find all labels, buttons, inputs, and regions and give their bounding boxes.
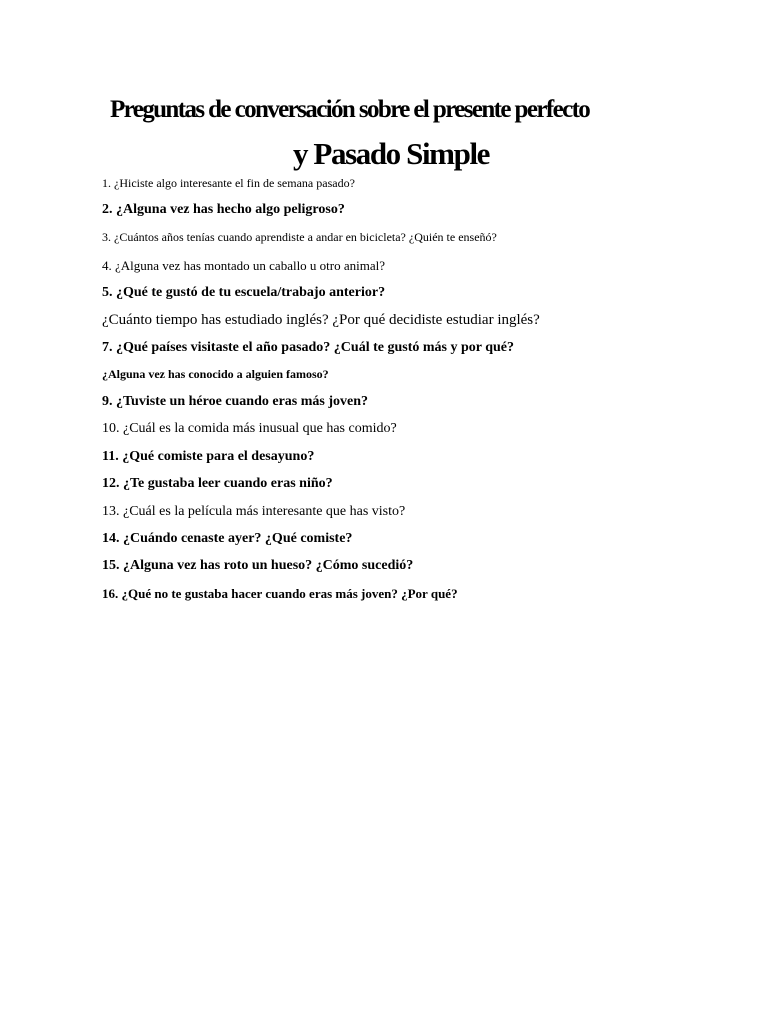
question-13: 13. ¿Cuál es la película más interesante que has visto? <box>102 504 406 519</box>
question-15: 15. ¿Alguna vez has roto un hueso? ¿Cómo sucedió? <box>102 558 414 573</box>
question-5: 5. ¿Qué te gustó de tu escuela/trabajo anterior? <box>102 285 386 300</box>
question-9: 9. ¿Tuviste un héroe cuando eras más joven? <box>102 394 369 409</box>
question-16: 16. ¿Qué no te gustaba hacer cuando eras más joven? ¿Por qué? <box>102 586 458 601</box>
question-7: 7. ¿Qué países visitaste el año pasado? ¿Cuál te gustó más y por qué? <box>102 340 515 355</box>
question-2: 2. ¿Alguna vez has hecho algo peligroso? <box>102 202 345 217</box>
question-11: 11. ¿Qué comiste para el desayuno? <box>102 449 315 464</box>
page-title-line-1: Preguntas de conversación sobre el presente perfecto <box>110 96 590 123</box>
question-6: ¿Cuánto tiempo has estudiado inglés? ¿Por qué decidiste estudiar inglés? <box>102 312 540 328</box>
question-8: ¿Alguna vez has conocido a alguien famoso? <box>102 367 329 381</box>
page-title-line-2: y Pasado Simple <box>292 136 490 171</box>
question-1: 1. ¿Hiciste algo interesante el fin de semana pasado? <box>102 176 355 190</box>
question-10: 10. ¿Cuál es la comida más inusual que has comido? <box>102 421 397 436</box>
question-3: 3. ¿Cuántos años tenías cuando aprendiste a andar en bicicleta? ¿Quién te enseñó? <box>102 230 497 244</box>
question-14: 14. ¿Cuándo cenaste ayer? ¿Qué comiste? <box>102 531 353 546</box>
question-4: 4. ¿Alguna vez has montado un caballo u otro animal? <box>102 258 386 273</box>
question-12: 12. ¿Te gustaba leer cuando eras niño? <box>102 476 333 491</box>
